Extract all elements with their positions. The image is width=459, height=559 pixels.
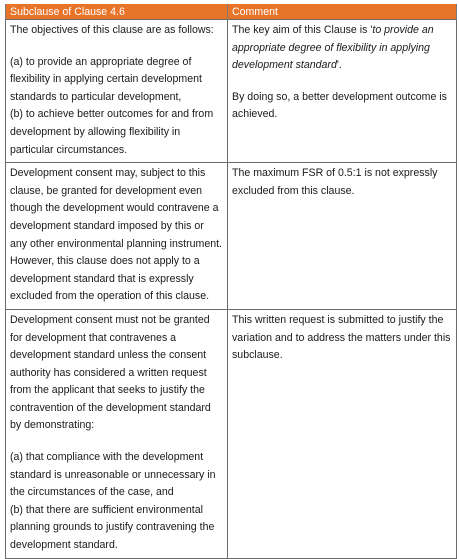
table-row — [6, 20, 457, 163]
subclause-cell — [6, 309, 228, 558]
subclause-cell — [6, 163, 228, 310]
comment-cell — [228, 20, 457, 163]
comment-fsr: The maximum FSR of 0.5:1 is not expressly excluded from this clause. — [232, 167, 438, 197]
objective-b: (b) to achieve better outcomes for and from development by allowing flexibility in particular circumstances. — [10, 108, 214, 156]
table-row — [6, 309, 457, 558]
clause-table — [5, 4, 457, 559]
condition-b: (b) that there are sufficient environmental planning grounds to justify contravening the development standard. — [10, 503, 215, 552]
spacer — [232, 75, 452, 89]
comment-cell — [228, 163, 457, 310]
comment-outcome: By doing so, a better development outcome is achieved. — [232, 90, 447, 121]
clause-table-container — [5, 4, 456, 559]
comment-written-request: This written request is submitted to justify the variation and to address the matters under this subclause. — [232, 313, 451, 362]
spacer — [10, 40, 223, 54]
comment-quote: to provide an appropriate degree of flexibility in applying development standard — [232, 24, 434, 72]
consent-paragraph: Development consent may, subject to this clause, be granted for development even though the development would contravene a development standard imposed by this or any other environmental planning instrument. However, this clause does not apply to a development standard that is expressly excluded from the operation of this clause. — [10, 167, 222, 303]
written-request-paragraph: Development consent must not be granted for development that contravenes a development standard unless the consent authority has considered a written request from the applicant that seeks to justify the contravention of the development standard by demonstrating: — [10, 313, 211, 432]
comment-key-aim — [232, 22, 452, 75]
comment-intro: The key aim of this Clause is ' — [232, 24, 373, 36]
comment-outro: '. — [336, 59, 342, 72]
table-header-row — [6, 4, 457, 20]
header-comment: Comment — [228, 4, 457, 20]
condition-a: (a) that compliance with the development standard is unreasonable or unnecessary in the circumstances of the case, and — [10, 451, 216, 499]
table-row — [6, 163, 457, 310]
header-subclause: Subclause of Clause 4.6 — [6, 4, 228, 20]
objectives-intro: The objectives of this clause are as follows: — [10, 24, 214, 36]
comment-cell — [228, 309, 457, 558]
subclause-cell — [6, 20, 228, 163]
objective-a: (a) to provide an appropriate degree of flexibility in applying certain development standards to particular development, — [10, 55, 202, 103]
spacer — [10, 435, 223, 449]
